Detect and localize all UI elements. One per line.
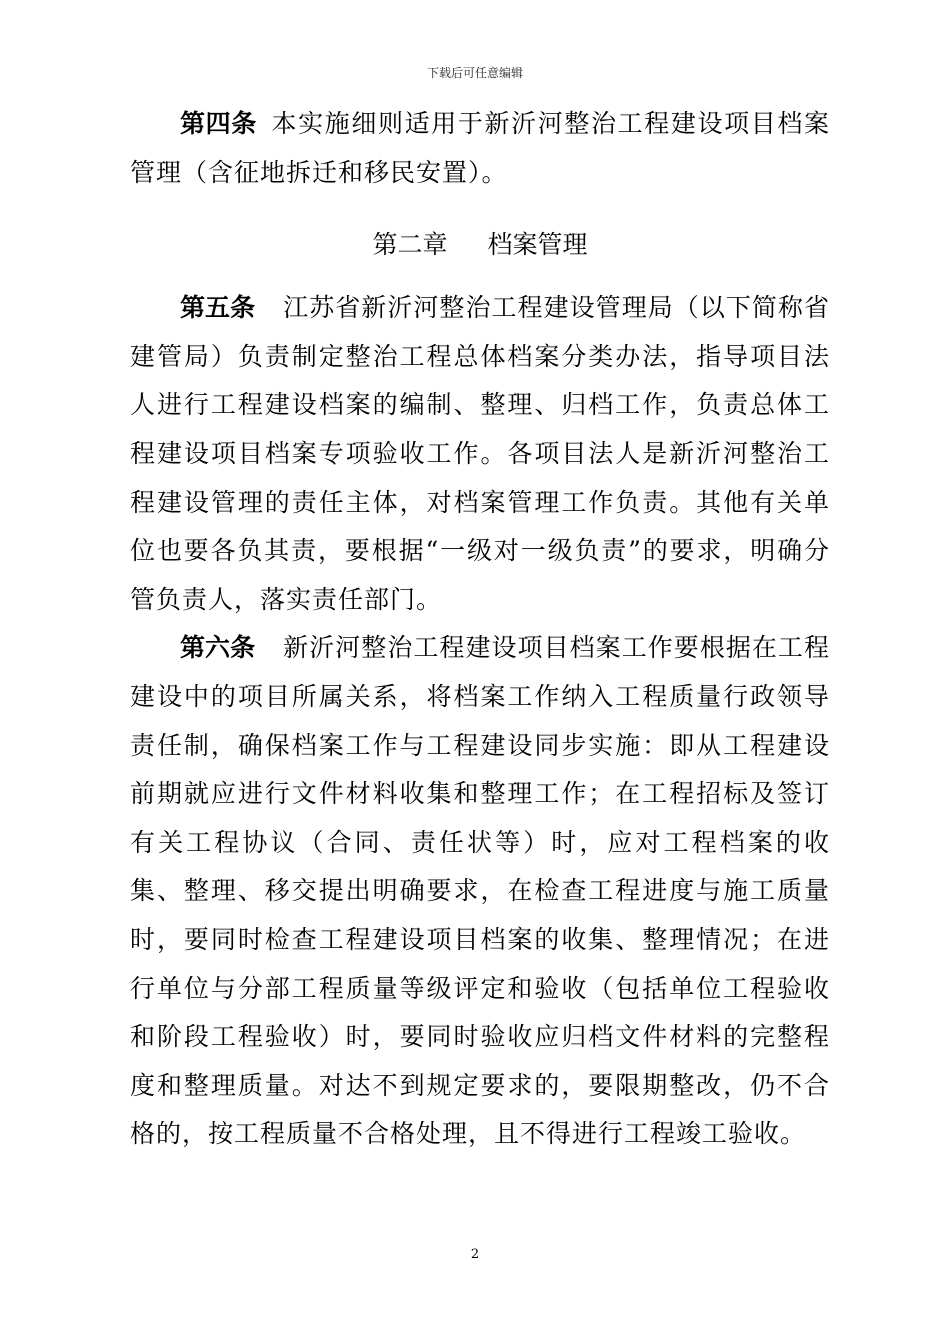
page-header: 下载后可任意编辑	[426, 66, 523, 80]
chapter-heading	[130, 221, 830, 269]
article-4	[130, 100, 830, 197]
article-6-label: 第六条	[180, 633, 256, 663]
chapter-title: 档案管理	[487, 230, 588, 260]
article-6-text: 新沂河整治工程建设项目档案工作要根据在工程建设中的项目所属关系，将档案工作纳入工程质量行政领导责任制，确保档案工作与工程建设同步实施：即从工程建设前期就应进行文件材料收集和整理工作；在工程招标及签订有关工程协议（合同、责任状等）时，应对工程档案的收集、整理、移交提出明确要求，在检查工程进度与施工质量时，要同时检查工程建设项目档案的收集、整理情况；在进行单位与分部工程质量等级评定和验收（包括单位工程验收和阶段工程验收）时，要同时验收应归档文件材料的完整程度和整理质量。对达不到规定要求的，要限期整改，仍不合格的，按工程质量不合格处理，且不得进行工程竣工验收。	[130, 633, 830, 1149]
article-5-text: 江苏省新沂河整治工程建设管理局（以下简称省建管局）负责制定整治工程总体档案分类办法，指导项目法人进行工程建设档案的编制、整理、归档工作，负责总体工程建设项目档案专项验收工作。各项目法人是新沂河整治工程建设管理的责任主体，对档案管理工作负责。其他有关单位也要各负其责，要根据“一级对一级负责”的要求，明确分管负责人，落实责任部门。	[130, 293, 830, 614]
article-4-text: 本实施细则适用于新沂河整治工程建设项目档案管理（含征地拆迁和移民安置）。	[130, 109, 830, 187]
article-5	[130, 284, 830, 624]
chapter-number: 第二章	[372, 230, 448, 260]
page-number: 2	[470, 1247, 480, 1262]
article-4-label: 第四条	[180, 109, 257, 138]
article-6	[130, 624, 830, 1159]
article-5-label: 第五条	[180, 293, 256, 323]
document-body	[130, 100, 830, 1159]
